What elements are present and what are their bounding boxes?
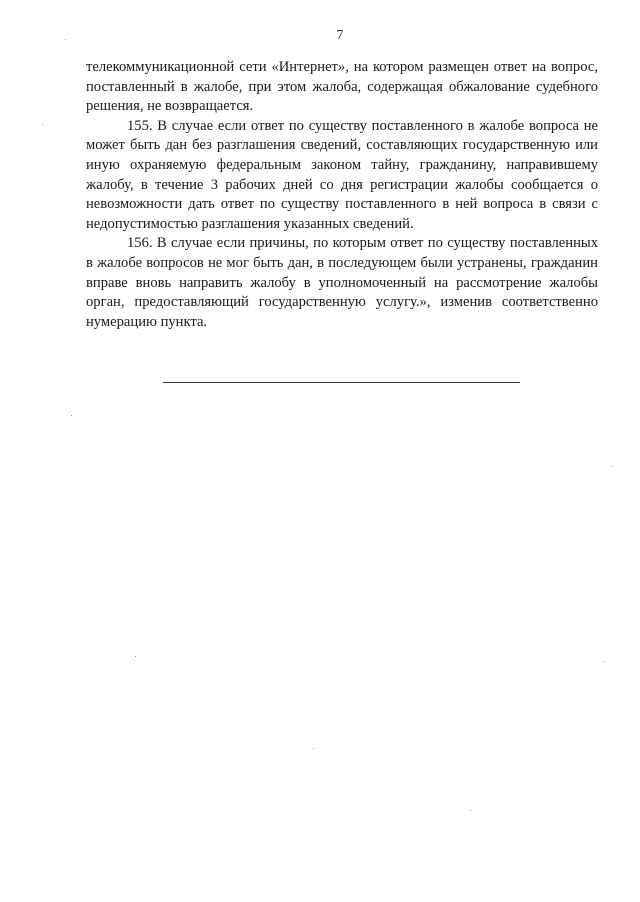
- scan-speck: [135, 656, 136, 657]
- scan-speck: [604, 661, 605, 662]
- scan-speck: [612, 466, 613, 467]
- document-body: [86, 58, 598, 332]
- paragraph-continuation: телекоммуникационной сети «Интернет», на котором размещен ответ на вопрос, поставленный в жалобе, при этом жалоба, содержащая обжалование судебного решения, не возвращается.: [86, 59, 598, 115]
- end-of-text-divider: [163, 382, 520, 383]
- scan-speck: [71, 415, 72, 416]
- scan-speck: [313, 748, 314, 749]
- scan-speck: [65, 39, 66, 40]
- paragraph-155: 155. В случае если ответ по существу поставленного в жалобе вопроса не может быть дан без разглашения сведений, составляющих государственную или иную охраняемую федеральным законом тайну, гражданину, направившему жалобу, в течение 3 рабочих дней со дня регистрации жалобы сообщается о невозможности дать ответ по существу поставленного в ней вопроса в связи с недопустимостью разглашения указанных сведений.: [86, 117, 598, 232]
- scan-speck: [470, 810, 471, 811]
- paragraph-156: 156. В случае если причины, по которым ответ по существу поставленных в жалобе вопросов не мог быть дан, в последующем были устранены, гражданин вправе вновь направить жалобу в уполномоченный на рассмотрение жалобы орган, предоставляющий государственную услугу.», изменив соответственно нумерацию пункта.: [86, 235, 598, 330]
- page-number: 7: [336, 27, 344, 42]
- scan-speck: [42, 124, 43, 125]
